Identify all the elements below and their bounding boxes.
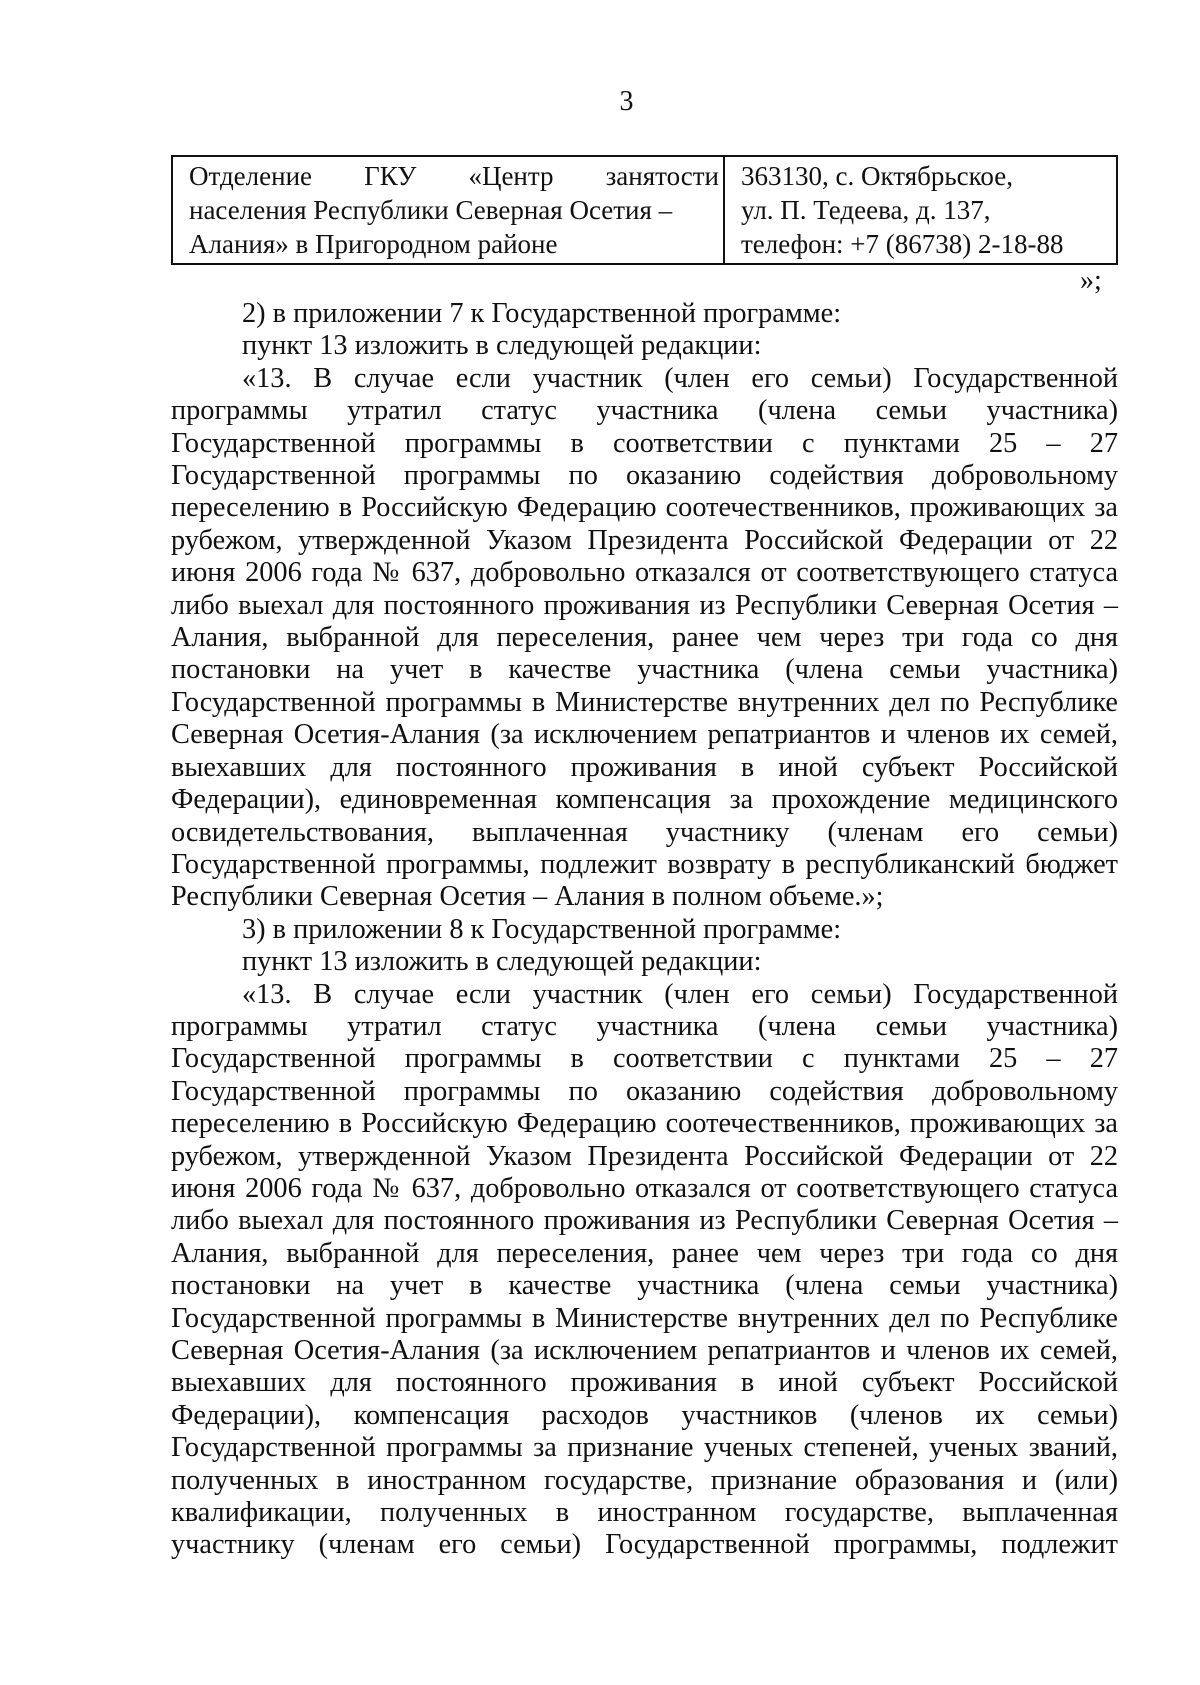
paragraph: 3) в приложении 8 к Государственной программе: bbox=[242, 913, 842, 945]
table-closing-quote: »; bbox=[1080, 265, 1102, 296]
paragraph: «13. В случае если участник (член его семьи) Государственной программы утратил статус участника (члена семьи участника) Государственной программы в соответствии с пунктами 25 – 27 Государственной программы по оказанию содействия добровольному переселению в Российскую Федерацию соотечественников, проживающих за рубежом, утвержденной Указом Президента Российской Федерации от 22 июня 2006 года № 637, добровольно отказался от соответствующего статуса либо выехал для постоянного проживания из Республики Северная Осетия – Алания, выбранной для переселения, ранее чем через три года со дня постановки на учет в качестве участника (члена семьи участника) Государственной программы в Министерстве внутренних дел по Республике Северная Осетия-Алания (за исключением репатриантов и членов их семей, выехавших для постоянного проживания в иной субъект Российской Федерации), компенсация расходов участников (членов их семьи) Государственной программы за признание ученых степеней, ученых званий, полученных в иностранном государстве, признание образования и (или) квалификации, полученных в иностранном государстве, выплаченная участнику (членам его семьи) Государственной программы, подлежит bbox=[171, 978, 1118, 1561]
paragraph: пункт 13 изложить в следующей редакции: bbox=[242, 946, 762, 978]
document-body bbox=[171, 298, 1118, 1562]
table-row bbox=[172, 156, 1117, 264]
address-line: 363130, с. Октябрьское, bbox=[741, 161, 1013, 191]
address-line: ул. П. Тедеева, д. 137, bbox=[741, 195, 991, 225]
org-line: Отделение ГКУ «Центр занятости bbox=[189, 161, 719, 191]
address-cell bbox=[724, 156, 1117, 264]
paragraph: пункт 13 изложить в следующей редакции: bbox=[242, 330, 762, 362]
organization-cell bbox=[172, 156, 724, 264]
org-line: Алания» в Пригородном районе bbox=[189, 229, 558, 259]
phone-line: телефон: +7 (86738) 2-18-88 bbox=[741, 229, 1064, 259]
paragraph: «13. В случае если участник (член его семьи) Государственной программы утратил статус участника (члена семьи участника) Государственной программы в соответствии с пунктами 25 – 27 Государственной программы по оказанию содействия добровольному переселению в Российскую Федерацию соотечественников, проживающих за рубежом, утвержденной Указом Президента Российской Федерации от 22 июня 2006 года № 637, добровольно отказался от соответствующего статуса либо выехал для постоянного проживания из Республики Северная Осетия – Алания, выбранной для переселения, ранее чем через три года со дня постановки на учет в качестве участника (члена семьи участника) Государственной программы в Министерстве внутренних дел по Республике Северная Осетия-Алания (за исключением репатриантов и членов их семей, выехавших для постоянного проживания в иной субъект Российской Федерации), единовременная компенсация за прохождение медицинского освидетельствования, выплаченная участнику (членам его семьи) Государственной программы, подлежит возврату в республиканский бюджет Республики Северная Осетия – Алания в полном объеме.»; bbox=[171, 362, 1118, 913]
page-number: 3 bbox=[619, 86, 634, 117]
paragraph: 2) в приложении 7 к Государственной программе: bbox=[242, 298, 842, 329]
org-line: населения Республики Северная Осетия – bbox=[189, 195, 673, 225]
contact-table bbox=[171, 155, 1118, 265]
